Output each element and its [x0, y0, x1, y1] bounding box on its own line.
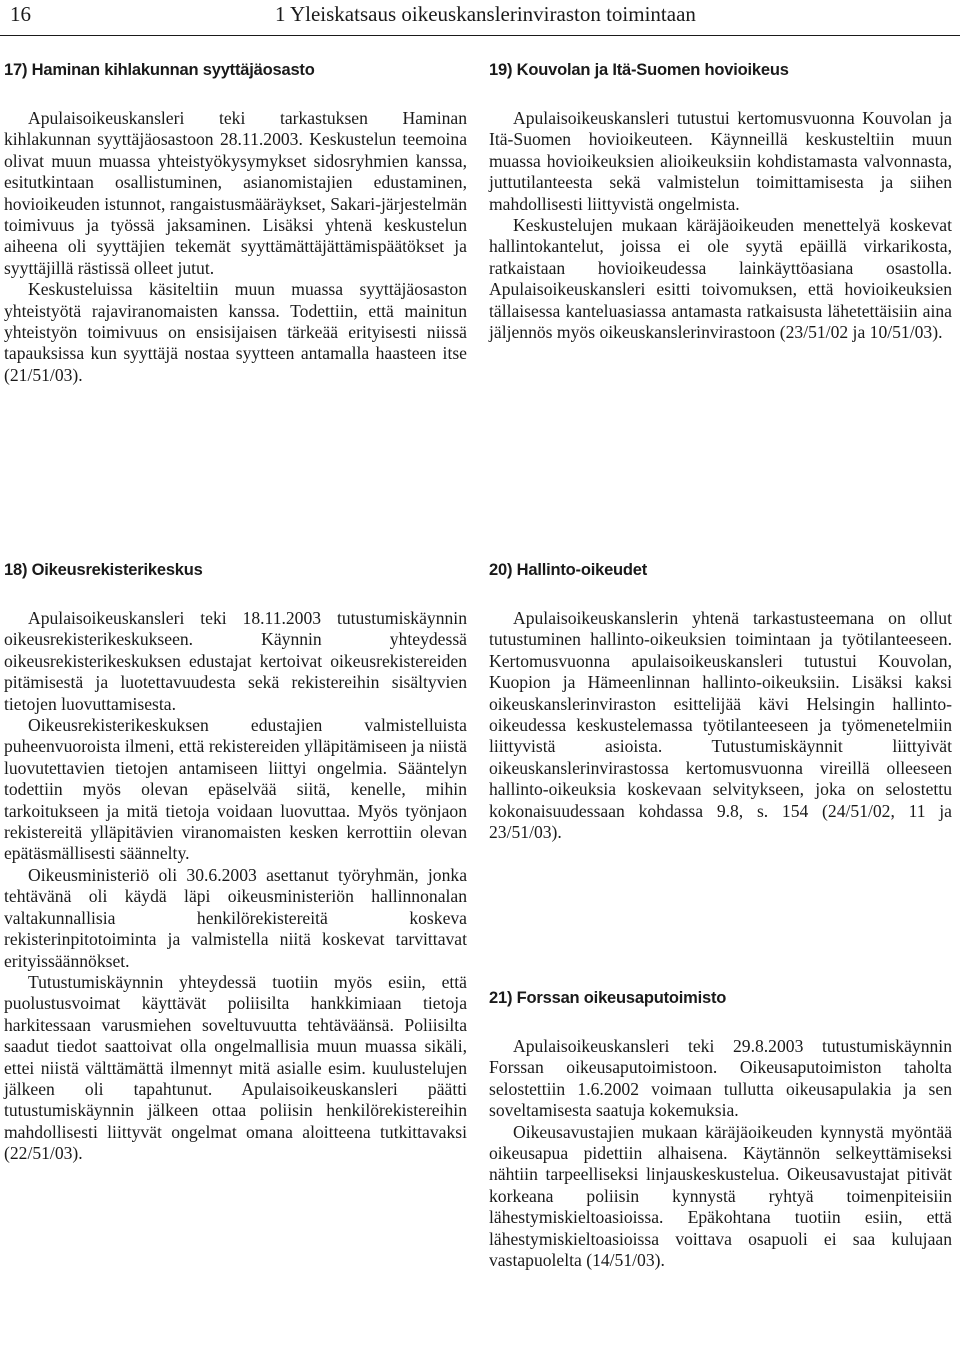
- page-header: [0, 0, 960, 36]
- section-heading: 20) Hallinto-oikeudet: [489, 561, 648, 579]
- paragraph: Apulaisoikeuskansleri teki tarkastuksen Haminan kihlakunnan syyttäjäosastoon 28.11.2003. Keskustelun teemoina olivat muun muassa yhteistyökysymykset sidosryhmien kanssa, esitutkintaan osallistuminen, asianomistajien edustaminen, hovioikeuden istunnot, rangaistusmääräykset, Sakari-järjestelmän toimivuus ja työssä jaksaminen. Lisäksi yhtenä keskustelun aiheena oli syyttäjien tekemät syyttämättäjättämispäätökset ja syyttäjillä rästissä olleet jutut.: [4, 108, 467, 278]
- section-21: [489, 988, 952, 1271]
- paragraph: Apulaisoikeuskansleri teki 18.11.2003 tutustumiskäynnin oikeusrekisterikeskukseen. Käynnin yhteydessä oikeusrekisterikeskuksen edustajat kertoivat oikeusrekistereiden pitämisestä ja luotettavuudesta sekä rekistereihin sisältyvien tietojen luovuttamisesta.: [4, 608, 467, 714]
- section-heading: 17) Haminan kihlakunnan syyttäjäosasto: [4, 61, 315, 79]
- paragraph: Apulaisoikeuskanslerin yhtenä tarkastusteemana on ollut tutustuminen hallinto-oikeuksien toimintaan ja työtilanteeseen. Kertomusvuonna apulaisoikeuskansleri tutustui Kouvolan, Kuopion ja Hämeenlinnan hallinto-oikeuksiin. Lisäksi kaksi oikeuskanslerinviraston esittelijää kävi Helsingin hallinto-oikeudessa keskustelemassa työtilanteeseen ja työmenetelmiin liittyvistä asioista. Tutustumiskäynnit liittyivät oikeuskanslerinvirastossa kertomusvuonna vireillä olleeseen hallinto-oikeuksia koskevaan selvitykseen, joka on selostettu kokonaisuudessaan kohdassa 9.8, s. 154 (24/51/02, 11 ja 23/51/03).: [489, 608, 952, 843]
- running-head-title: 1 Yleiskatsaus oikeuskanslerinviraston toimintaan: [275, 2, 696, 26]
- section-20: [489, 560, 952, 843]
- paragraph: Oikeusavustajien mukaan käräjäoikeuden kynnystä myöntää oikeusapua pidettiin alhaisena. Käytännön selkeyttämiseksi nähtiin tarpeelliseksi linjauskeskustelua. Oikeusavustajat pitivät korkeana poliisin kynnystä ryhtyä toimenpiteisiin lähestymiskieltoasioissa. Epäkohtana tuotiin esiin, että lähestymiskieltoasioissa voittava osapuoli ei saa kulujaan vastapuolelta (14/51/03).: [489, 1121, 952, 1271]
- section-heading: 21) Forssan oikeusaputoimisto: [489, 989, 727, 1007]
- paragraph: Oikeusministeriö oli 30.6.2003 asettanut työryhmän, jonka tehtävänä oli käydä läpi oikeusministeriön hallinnonalan valtakunnallisia henkilörekistereitä koskeva rekisterinpitotoiminta ja valmistella niitä koskevat tarvittavat erityissäännökset.: [4, 864, 467, 971]
- paragraph: Apulaisoikeuskansleri teki 29.8.2003 tutustumiskäynnin Forssan oikeusaputoimistoon. Oikeusaputoimiston taholta selostettiin 1.6.2002 voimaan tullutta oikeusapulakia ja sen soveltamisesta saatuja kokemuksia.: [489, 1036, 952, 1121]
- section-18: [4, 560, 467, 1165]
- paragraph: Keskustelujen mukaan käräjäoikeuden menettelyä koskevat hallintokantelut, joissa ei ole syytä epäillä virkarikosta, ratkaistaan hovioikeudessa lainkäyttöasiana osastolla. Apulaisoikeuskansleri esitti toivomuksen, että hovioikeuksien tällaisessa kanteluasiassa antamasta ratkaisusta lähetettäisiin aina jäljennös myös oikeuskanslerinvirastoon (23/51/02 ja 10/51/03).: [489, 215, 952, 343]
- paragraph: Tutustumiskäynnin yhteydessä tuotiin myös esiin, että puolustusvoimat käyttävät poliisilta hankkimiaan tietoja harkitessaan varusmiehen soveltuvuutta tehtäväänsä. Poliisilta saadut tiedot saattoivat olla ongelmallisia muun muassa sikäli, ettei niistä välttämättä ilmennyt mitä asialle esim. kuulustelujen jälkeen oli tapahtunut. Apulaisoikeuskansleri päätti tutustumiskäynnin jälkeen ottaa poliisin henkilörekistereihin mahdollisesti liittyvät ongelmat omana aloitteena tutkittavaksi (22/51/03).: [4, 971, 467, 1164]
- paragraph: Apulaisoikeuskansleri tutustui kertomusvuonna Kouvolan ja Itä-Suomen hovioikeuteen. Käynneillä keskusteltiin muun muassa hovioikeuksien alioikeuksiin kohdistamasta valvonnasta, juttutilanteesta sekä valmistelun toimittamisesta ja siihen mahdollisesti liittyvistä ongelmista.: [489, 108, 952, 214]
- section-heading: 18) Oikeusrekisterikeskus: [4, 561, 203, 579]
- header-rule: [0, 35, 960, 36]
- section-heading: 19) Kouvolan ja Itä-Suomen hovioikeus: [489, 61, 789, 79]
- paragraph: Oikeusrekisterikeskuksen edustajien valmistelluista puheenvuoroista ilmeni, että rekistereiden ylläpitämiseen ja niistä luovutettavien tietojen antamiseen liittyi ongelmia. Sääntelyn todettiin myös olevan epäselvää siitä, kenelle, mihin tarkoitukseen ja mitä tietoja voidaan luovuttaa. Myös työnjaon rekistereitä ylläpitävien viranomaisten kesken kerrottiin olevan epätäsmällisesti säännelty.: [4, 715, 467, 864]
- paragraph: Keskusteluissa käsiteltiin muun muassa syyttäjäosaston yhteistyötä rajaviranomaisten kanssa. Todettiin, että mainitun yhteistyön toimivuus on ensisijaisen tärkeää erityisesti niissä tapauksissa kun syyttäjä nostaa syytteen antamalla haasteen itse (21/51/03).: [4, 279, 467, 385]
- section-19: [489, 60, 952, 343]
- section-17: [4, 60, 467, 386]
- page-number: 16: [10, 2, 31, 26]
